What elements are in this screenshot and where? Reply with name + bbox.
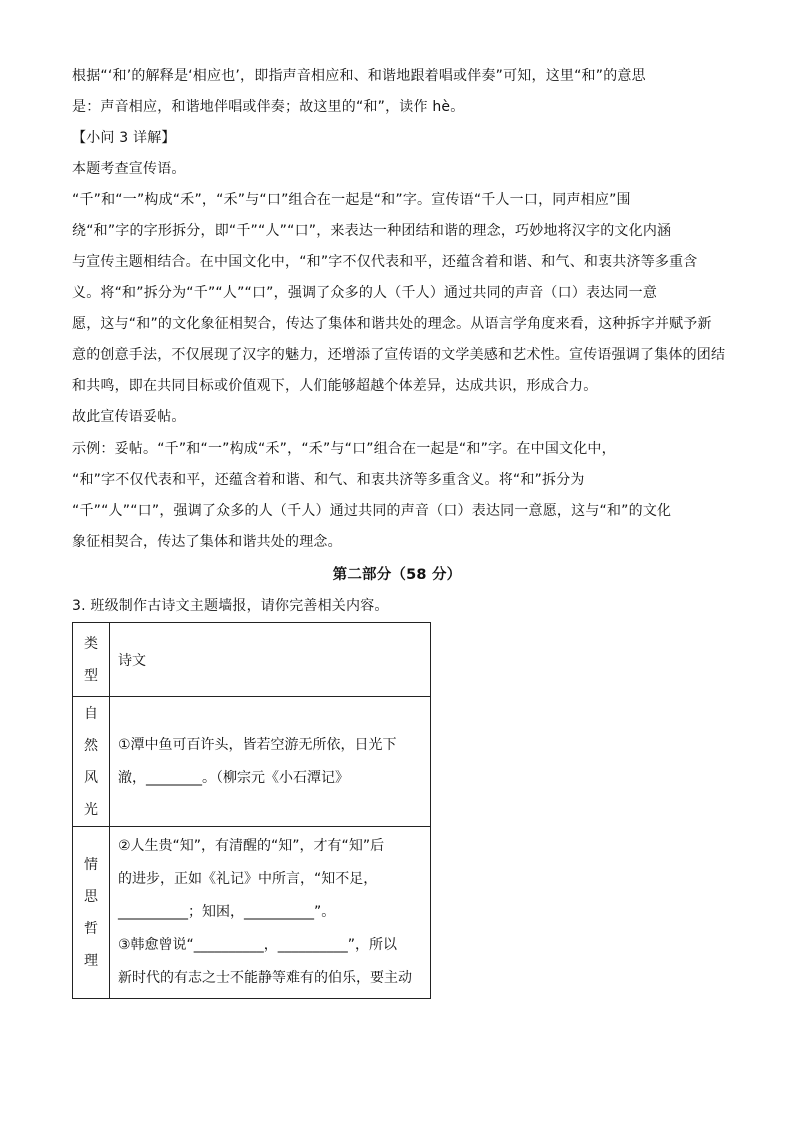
poem-line: ①潭中鱼可百许头，皆若空游无所依，日光下	[118, 736, 397, 753]
analysis-line: 义。将“和”拆分为“千”“人”“口”，强调了众多的人（千人）通过共同的声音（口）表达同一意	[72, 285, 658, 301]
analysis-line: 绕“和”字的字形拆分，即“千”“人”“口”，来表达一种团结和谐的理念，巧妙地将汉字的文化内涵	[72, 223, 672, 239]
analysis-line: 象征相契合，传达了集体和谐共处的理念。	[72, 534, 342, 550]
analysis-line: 故此宣传语妥帖。	[72, 409, 186, 425]
analysis-line: 意的创意手法，不仅展现了汉字的魅力，还增添了宣传语的文学美感和艺术性。宣传语强调了集体的团结	[72, 347, 726, 363]
analysis-line: “千”“人”“口”，强调了众多的人（千人）通过共同的声音（口）表达同一意愿，这与“和”的文化	[72, 503, 672, 519]
analysis-line: 根据“‘和’的解释是‘相应也’，即指声音相应和、和谐地跟着唱或伴奏”可知，这里“和”的意思	[72, 68, 646, 84]
type-header-cell: 类型	[73, 623, 110, 697]
analysis-line: 是：声音相应，和谐地伴唱或伴奏；故这里的“和”，读作 hè。	[72, 99, 465, 115]
poem-line: ②人生贵“知”，有清醒的“知”，才有“知”后	[118, 838, 385, 854]
question-text: 3. 班级制作古诗文主题墙报，请你完善相关内容。	[72, 598, 389, 614]
poem-line: 的进步，正如《礼记》中所言，“知不足，	[118, 871, 378, 887]
type-cell: 自然风光	[73, 697, 110, 827]
analysis-line: “和”字不仅代表和平，还蕴含着和谐、和气、和衷共济等多重含义。将“和”拆分为	[72, 472, 585, 488]
content-cell	[110, 827, 431, 999]
analysis-line: 本题考查宣传语。	[72, 161, 186, 177]
analysis-line: “千”和“一”构成“禾”，“禾”与“口”组合在一起是“和”字。宣传语“千人一口，同声相应”围	[72, 192, 631, 208]
sub-question-heading: 【小问 3 详解】	[72, 130, 176, 146]
poem-line: __________；知困，__________”。	[118, 904, 336, 920]
analysis-line: 与宣传主题相结合。在中国文化中，“和”字不仅代表和平，还蕴含着和谐、和气、和衷共济等多重含	[72, 254, 698, 270]
table-row	[73, 697, 431, 827]
poem-line: 澈，________。（柳宗元《小石潭记》	[118, 769, 349, 786]
poem-line: 新时代的有志之士不能静等难有的伯乐，要主动	[118, 970, 412, 986]
analysis-line: 示例：妥帖。“千”和“一”构成“禾”，“禾”与“口”组合在一起是“和”字。在中国文化中，	[72, 441, 616, 457]
table-header-row	[73, 623, 431, 697]
poem-line: ③韩愈曾说“__________，__________”，所以	[118, 937, 398, 953]
content-cell	[110, 697, 431, 827]
content-header-cell: 诗文	[110, 623, 431, 697]
section-title: 第二部分（58 分）	[332, 567, 462, 583]
type-cell: 情思哲理	[73, 827, 110, 999]
analysis-line: 和共鸣，即在共同目标或价值观下，人们能够超越个体差异，达成共识，形成合力。	[72, 378, 598, 394]
analysis-line: 愿，这与“和”的文化象征相契合，传达了集体和谐共处的理念。从语言学角度来看，这种拆字并赋予新	[72, 316, 712, 332]
poetry-table	[72, 622, 431, 999]
table-row	[73, 827, 431, 999]
